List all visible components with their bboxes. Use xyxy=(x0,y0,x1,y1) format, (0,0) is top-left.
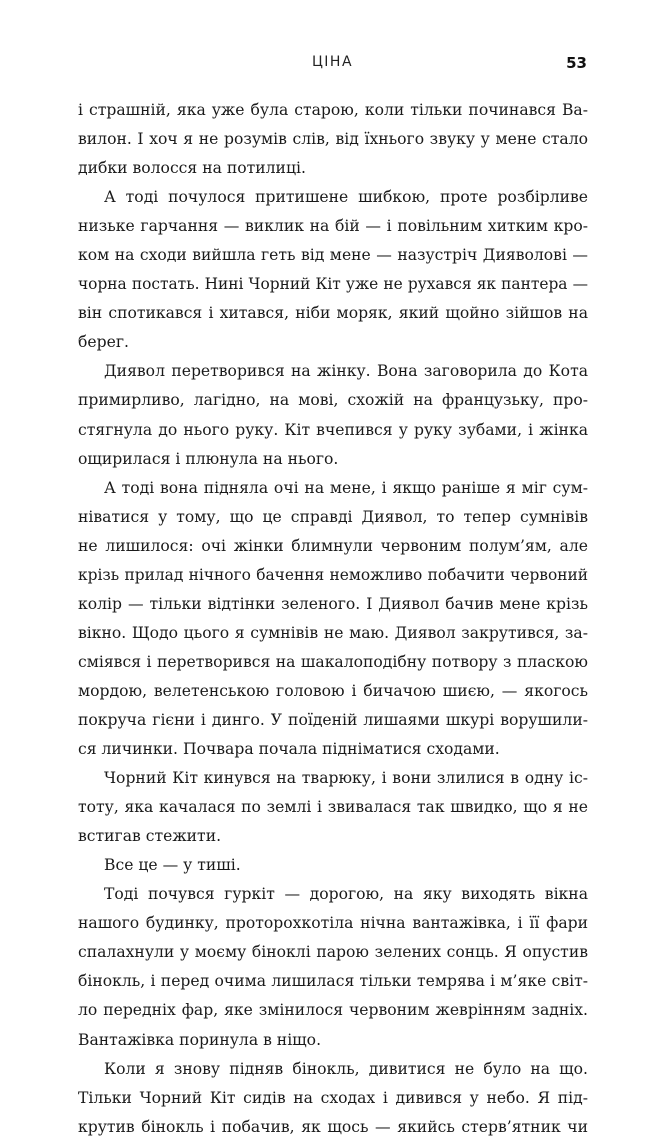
text-line: спалахнули у моєму біноклі парою зелених сонць. Я опустив xyxy=(78,943,588,962)
text-line: Чорний Кіт кинувся на тварюку, і вони злилися в одну іс- xyxy=(104,769,588,788)
chapter-title: ЦІНА xyxy=(311,54,354,70)
text-line: низьке гарчання — виклик на бій — і повільним хитким кро- xyxy=(78,217,588,236)
text-line: чорна постать. Нині Чорний Кіт уже не рухався як пантера — xyxy=(78,275,588,294)
text-line: Все це — у тиші. xyxy=(104,856,241,875)
text-line: дибки волосся на потилиці. xyxy=(78,159,306,178)
text-line: Вантажівка поринула в ніщо. xyxy=(78,1030,322,1049)
text-line: ніватися у тому, що це справді Диявол, то тепер сумнівів xyxy=(78,507,588,526)
text-line: ся личинки. Почвара почала підніматися сходами. xyxy=(78,740,500,759)
text-line: ком на сходи вийшла геть від мене — назустріч Дияволові — xyxy=(78,246,588,265)
text-line: покруча гієни і динго. У поїденій лишаями шкурі ворушили- xyxy=(78,710,588,729)
text-line: примирливо, лагідно, на мові, схожій на французьку, про- xyxy=(78,391,588,410)
text-line: нашого будинку, проторохкотіла нічна вантажівка, і її фари xyxy=(78,914,588,933)
text-line: ло передніх фар, яке змінилося червоним жеврінням задніх. xyxy=(78,1001,588,1020)
text-line: колір — тільки відтінки зеленого. І Диявол бачив мене крізь xyxy=(78,594,588,613)
text-line: Тоді почувся гуркіт — дорогою, на яку виходять вікна xyxy=(104,885,588,904)
text-line: мордою, велетенською головою і бичачою шиєю, — якогось xyxy=(78,681,588,700)
text-line: стягнула до нього руку. Кіт вчепився у руку зубами, і жінка xyxy=(78,420,588,439)
text-line: тоту, яка качалася по землі і звивалася так швидко, що я не xyxy=(78,798,588,817)
text-line: не лишилося: очі жінки блимнули червоним полум’ям, але xyxy=(78,536,588,555)
text-line: і страшній, яка уже була старою, коли тільки починався Ва- xyxy=(78,101,588,119)
text-line: сміявся і перетворився на шакалоподібну потвору з пласкою xyxy=(78,652,588,671)
text-line: встигав стежити. xyxy=(78,827,222,846)
text-line: бінокль, і перед очима лишилася тільки темрява і м’яке світ- xyxy=(78,972,588,991)
text-line: він спотикався і хитався, ніби моряк, який щойно зійшов на xyxy=(78,304,588,323)
text-line: вікно. Щодо цього я сумнівів не маю. Диявол закрутився, за- xyxy=(78,623,588,642)
text-line: А тоді почулося притишене шибкою, проте розбірливе xyxy=(104,188,588,207)
body-text xyxy=(78,96,588,1142)
text-line: Диявол перетворився на жінку. Вона заговорила до Кота xyxy=(104,362,588,381)
page-number: 53 xyxy=(566,54,587,72)
text-line: ощирилася і плюнула на нього. xyxy=(78,449,339,468)
text-line: А тоді вона підняла очі на мене, і якщо раніше я міг сум- xyxy=(104,478,588,497)
text-line: крізь прилад нічного бачення неможливо побачити червоний xyxy=(78,565,588,584)
text-line: вилон. І хоч я не розумів слів, від їхнього звуку у мене стало xyxy=(78,130,588,149)
running-head xyxy=(0,52,665,74)
text-line: Тільки Чорний Кіт сидів на сходах і дивився у небо. Я під- xyxy=(78,1088,588,1107)
text-line: крутив бінокль і побачив, як щось — якийсь стерв’ятник чи xyxy=(78,1117,588,1136)
text-line: Коли я знову підняв бінокль, дивитися не було на що. xyxy=(104,1059,588,1078)
text-line: берег. xyxy=(78,333,129,352)
